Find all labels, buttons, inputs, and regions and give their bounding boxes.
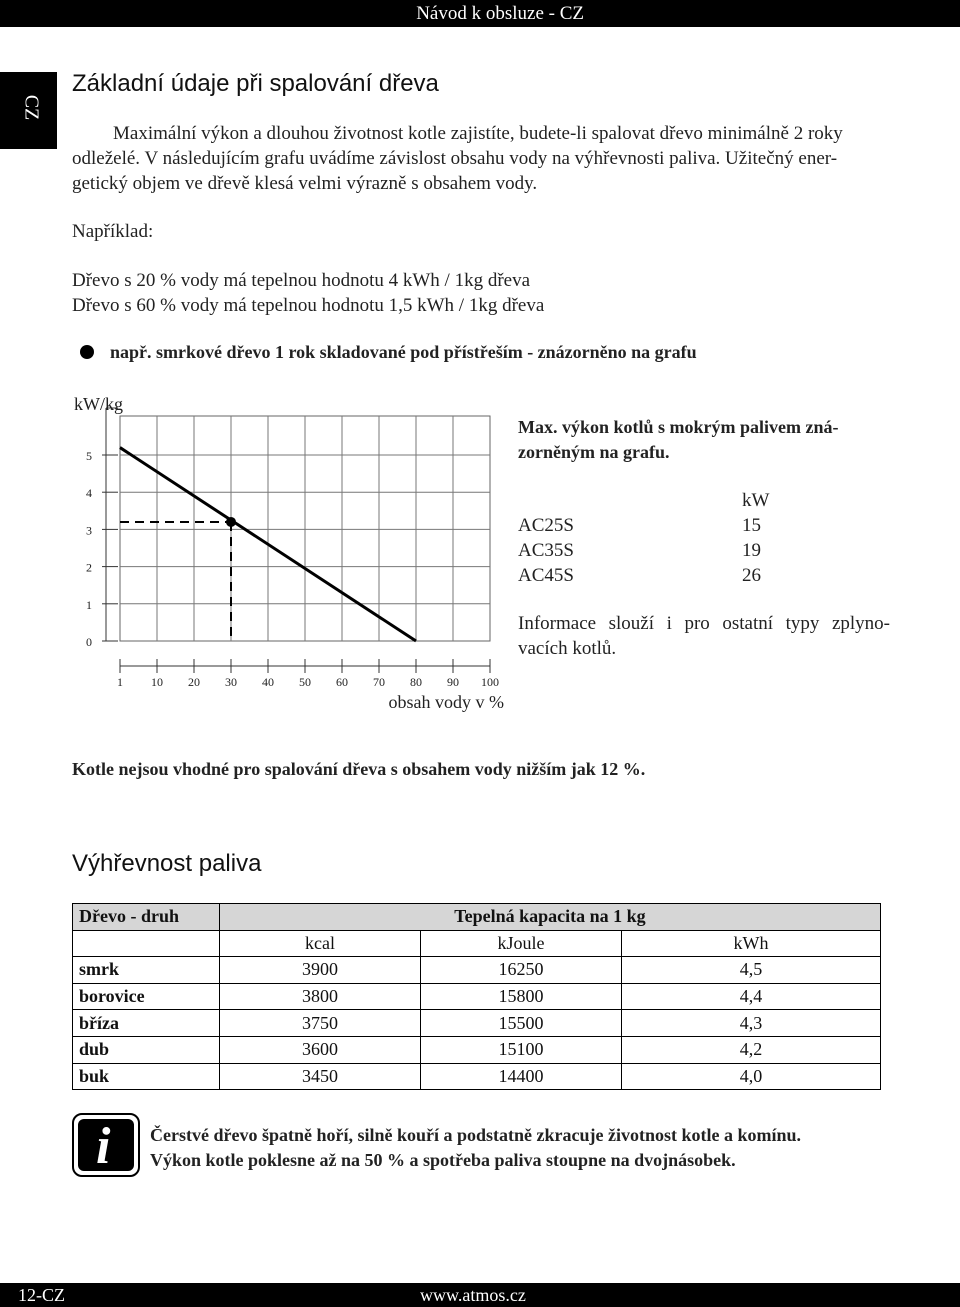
unit-kwh: kWh bbox=[622, 930, 881, 957]
section-title-wood: Základní údaje při spalování dřeva bbox=[72, 70, 439, 97]
intro-line-2: odleželé. V následujícím grafu uvádíme závislost obsahu vody na výhřevnosti paliva. Užitečný ener- bbox=[72, 148, 838, 169]
model-row-1-name: AC25S bbox=[518, 515, 574, 536]
row-kwh: 4,2 bbox=[622, 1036, 881, 1063]
x-tick-label: 60 bbox=[336, 675, 348, 689]
bullet-text: např. smrkové dřevo 1 rok skladované pod přístřeším - znázorněno na grafu bbox=[110, 342, 697, 362]
row-kj: 15800 bbox=[421, 983, 622, 1010]
example-line-2: Dřevo s 60 % vody má tepelnou hodnotu 1,5 kWh / 1kg dřeva bbox=[72, 295, 545, 316]
side-note-line-2: vacích kotlů. bbox=[518, 638, 617, 659]
x-tick-label: 50 bbox=[299, 675, 311, 689]
intro-line-1: Maximální výkon a dlouhou životnost kotle zajistíte, budete-li spalovat dřevo minimálně 2 roky bbox=[113, 123, 843, 144]
row-kcal: 3750 bbox=[220, 1010, 421, 1037]
units-empty-cell bbox=[73, 930, 220, 957]
x-axis-label: obsah vody v % bbox=[388, 692, 504, 712]
side-info-title-2: zorněným na grafu. bbox=[518, 442, 670, 462]
row-name: bříza bbox=[73, 1010, 220, 1037]
row-kj: 15100 bbox=[421, 1036, 622, 1063]
col-wood-type: Dřevo - druh bbox=[73, 904, 220, 931]
row-name: borovice bbox=[73, 983, 220, 1010]
unit-kjoule: kJoule bbox=[421, 930, 622, 957]
model-row-3-value: 26 bbox=[742, 565, 761, 586]
x-tick-label: 100 bbox=[481, 675, 499, 689]
table-header-row bbox=[73, 904, 881, 931]
x-tick-label: 70 bbox=[373, 675, 385, 689]
language-tab-label: CZ bbox=[20, 94, 43, 121]
y-tick-label: 0 bbox=[86, 635, 92, 649]
table-row bbox=[73, 1010, 881, 1037]
side-note-line-1: Informace slouží i pro ostatní typy zplyno- bbox=[518, 613, 890, 634]
row-name: buk bbox=[73, 1063, 220, 1090]
x-tick-label: 80 bbox=[410, 675, 422, 689]
x-tick-label: 10 bbox=[151, 675, 163, 689]
y-tick-label: 4 bbox=[86, 486, 92, 501]
row-kj: 15500 bbox=[421, 1010, 622, 1037]
row-kcal: 3600 bbox=[220, 1036, 421, 1063]
intro-line-3: getický objem ve dřevě klesá velmi výrazně s obsahem vody. bbox=[72, 173, 538, 194]
footer-url: www.atmos.cz bbox=[420, 1285, 526, 1305]
fuel-table bbox=[72, 903, 881, 1090]
footer-page: 12-CZ bbox=[18, 1285, 65, 1305]
model-row-1-value: 15 bbox=[742, 515, 761, 536]
footer-bar bbox=[0, 1283, 960, 1307]
warning-text: Kotle nejsou vhodné pro spalování dřeva s obsahem vody nižším jak 12 %. bbox=[72, 759, 646, 779]
side-info-unit: kW bbox=[742, 490, 770, 511]
header-title: Návod k obsluze - CZ bbox=[416, 3, 584, 24]
info-line-2: Výkon kotle poklesne až na 50 % a spotřeba paliva stoupne na dvojnásobek. bbox=[150, 1150, 736, 1170]
row-kwh: 4,3 bbox=[622, 1010, 881, 1037]
highlight-point bbox=[226, 517, 236, 527]
water-content-chart bbox=[60, 388, 520, 718]
info-line-1: Čerstvé dřevo špatně hoří, silně kouří a podstatně zkracuje životnost kotle a komínu. bbox=[150, 1125, 801, 1145]
bullet-dot bbox=[80, 345, 94, 359]
x-tick-label: 30 bbox=[225, 675, 237, 689]
table-row bbox=[73, 957, 881, 984]
model-row-2-name: AC35S bbox=[518, 540, 574, 561]
y-tick-label: 2 bbox=[86, 560, 92, 575]
row-kwh: 4,4 bbox=[622, 983, 881, 1010]
side-info-title-1: Max. výkon kotlů s mokrým palivem zná- bbox=[518, 417, 839, 437]
y-tick-label: 5 bbox=[86, 449, 92, 463]
info-icon-glyph: i bbox=[96, 1118, 111, 1175]
row-name: smrk bbox=[73, 957, 220, 984]
x-tick-label: 20 bbox=[188, 675, 200, 689]
header-bar bbox=[0, 0, 960, 27]
language-tab bbox=[0, 72, 57, 149]
x-tick-label: 40 bbox=[262, 675, 274, 689]
y-tick-label: 1 bbox=[86, 597, 92, 612]
unit-kcal: kcal bbox=[220, 930, 421, 957]
table-row bbox=[73, 1036, 881, 1063]
row-name: dub bbox=[73, 1036, 220, 1063]
row-kcal: 3900 bbox=[220, 957, 421, 984]
info-icon bbox=[72, 1113, 140, 1177]
col-heat-capacity: Tepelná kapacita na 1 kg bbox=[220, 904, 881, 931]
section-title-fuel: Výhřevnost paliva bbox=[72, 850, 262, 877]
row-kcal: 3450 bbox=[220, 1063, 421, 1090]
row-kwh: 4,5 bbox=[622, 957, 881, 984]
row-kj: 14400 bbox=[421, 1063, 622, 1090]
model-row-2-value: 19 bbox=[742, 540, 761, 561]
y-axis-label: kW/kg bbox=[74, 394, 123, 414]
x-tick-label: 1 bbox=[117, 675, 123, 689]
row-kwh: 4,0 bbox=[622, 1063, 881, 1090]
row-kcal: 3800 bbox=[220, 983, 421, 1010]
example-label: Například: bbox=[72, 221, 154, 242]
table-row bbox=[73, 1063, 881, 1090]
table-units-row bbox=[73, 930, 881, 957]
y-tick-label: 3 bbox=[86, 523, 92, 538]
example-line-1: Dřevo s 20 % vody má tepelnou hodnotu 4 kWh / 1kg dřeva bbox=[72, 270, 531, 291]
table-row bbox=[73, 983, 881, 1010]
row-kj: 16250 bbox=[421, 957, 622, 984]
x-tick-label: 90 bbox=[447, 675, 459, 689]
model-row-3-name: AC45S bbox=[518, 565, 574, 586]
